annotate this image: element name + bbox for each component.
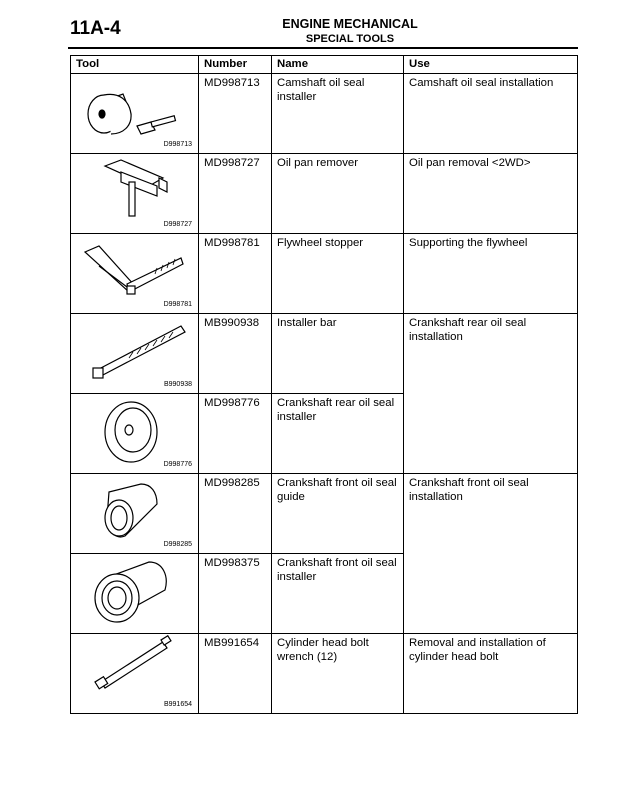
table-row [71,154,578,234]
tool-name: Camshaft oil seal installer [272,74,404,154]
subsection-title: SPECIAL TOOLS [305,33,395,45]
picture-code: D998713 [163,141,192,148]
page-number: 11A-4 [70,18,121,39]
picture-code: D998781 [163,301,192,308]
picture-code: D998776 [163,461,192,468]
special-tools-table [70,55,578,714]
table-row [71,474,578,554]
crankshaft-front-oil-seal-installer-icon [71,554,197,632]
picture-code: D998285 [163,541,192,548]
table-row [71,234,578,314]
tool-name: Crankshaft front oil seal installer [272,554,404,634]
tool-illustration-cell [71,234,199,314]
tool-illustration-cell [71,474,199,554]
table-row [71,314,578,394]
tool-use: Oil pan removal <2WD> [404,154,578,234]
tool-number: MB990938 [199,314,272,394]
tool-illustration-cell [71,394,199,474]
tool-use: Camshaft oil seal installation [404,74,578,154]
tool-illustration-cell [71,154,199,234]
table-row [71,634,578,714]
table-header-row [71,56,578,74]
tool-use: Removal and installation of cylinder head bolt [404,634,578,714]
picture-code: B991654 [163,701,192,708]
column-header-number: Number [199,56,272,74]
picture-code: D998727 [163,221,192,228]
tool-illustration-cell [71,554,199,634]
tool-illustration-cell [71,74,199,154]
tool-name: Installer bar [272,314,404,394]
header-rule [68,47,578,49]
tool-number: MD998285 [199,474,272,554]
tool-illustration-cell [71,314,199,394]
tool-illustration-cell [71,634,199,714]
tool-name: Crankshaft front oil seal guide [272,474,404,554]
tool-name: Oil pan remover [272,154,404,234]
tool-name: Flywheel stopper [272,234,404,314]
section-title: ENGINE MECHANICAL [282,17,418,31]
table-row [71,74,578,154]
picture-code: B990938 [163,381,192,388]
tool-use: Supporting the flywheel [404,234,578,314]
tool-number: MD998727 [199,154,272,234]
tool-use: Crankshaft rear oil seal installation [404,314,578,474]
tool-name: Crankshaft rear oil seal installer [272,394,404,474]
tool-number: MD998776 [199,394,272,474]
header-titles [230,17,470,45]
tool-number: MD998375 [199,554,272,634]
tool-number: MD998781 [199,234,272,314]
tool-number: MD998713 [199,74,272,154]
column-header-use: Use [404,56,578,74]
tool-use: Crankshaft front oil seal installation [404,474,578,634]
column-header-name: Name [272,56,404,74]
tool-number: MB991654 [199,634,272,714]
column-header-tool: Tool [71,56,199,74]
tool-name: Cylinder head bolt wrench (12) [272,634,404,714]
